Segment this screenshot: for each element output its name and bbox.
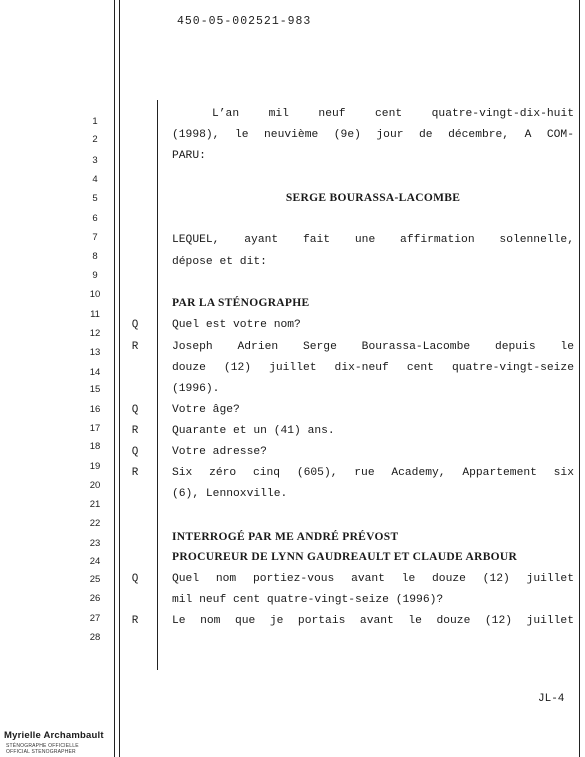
right-margin-rule (579, 0, 580, 757)
line-number: 27 (89, 613, 101, 624)
answer-text: Quarante et un (41) ans. (172, 425, 335, 437)
margin-rule (119, 0, 120, 757)
margin-rule (114, 0, 115, 757)
line-number: 13 (89, 347, 101, 358)
page-number: JL-4 (538, 693, 565, 705)
section-heading: PAR LA STÉNOGRAPHE (172, 297, 310, 309)
question-marker: Q (131, 404, 139, 416)
line-number: 18 (89, 441, 101, 452)
answer-marker: R (131, 341, 139, 353)
answer-text: Joseph Adrien Serge Bourassa-Lacombe depuis le (172, 341, 574, 353)
line-number: 25 (89, 574, 101, 585)
qr-divider-rule (157, 100, 158, 670)
line-number: 24 (89, 556, 101, 567)
line-number: 6 (92, 213, 98, 224)
question-text: Quel est votre nom? (172, 319, 301, 331)
question-marker: Q (131, 446, 139, 458)
line-number: 9 (92, 270, 98, 281)
question-marker: Q (131, 319, 139, 331)
question-text: mil neuf cent quatre-vingt-seize (1996)? (172, 594, 444, 606)
answer-marker: R (131, 467, 139, 479)
answer-text: douze (12) juillet dix-neuf cent quatre-vingt-seize (172, 362, 574, 374)
line-number: 21 (89, 499, 101, 510)
line-number: 28 (89, 632, 101, 643)
line-number: 12 (89, 328, 101, 339)
line-number: 26 (89, 593, 101, 604)
answer-text: Le nom que je portais avant le douze (12) juillet (172, 615, 574, 627)
line-number: 23 (89, 538, 101, 549)
line-number: 22 (89, 518, 101, 529)
question-text: Votre âge? (172, 404, 240, 416)
case-number: 450-05-002521-983 (177, 15, 312, 28)
transcript-line: L’an mil neuf cent quatre-vingt-dix-huit (212, 108, 574, 120)
line-number: 8 (92, 251, 98, 262)
transcript-line: PARU: (172, 150, 206, 162)
line-number: 2 (92, 134, 98, 145)
stenographer-stamp-title: STÉNOGRAPHE OFFICIELLE (6, 743, 79, 749)
line-number: 7 (92, 232, 98, 243)
line-number: 15 (89, 384, 101, 395)
line-number: 3 (92, 155, 98, 166)
stenographer-stamp-name: Myrielle Archambault (4, 730, 104, 741)
question-text: Votre adresse? (172, 446, 267, 458)
transcript-line: (1998), le neuvième (9e) jour de décembre, A COM- (172, 129, 574, 141)
answer-text: (1996). (172, 383, 220, 395)
line-number: 16 (89, 404, 101, 415)
line-number: 14 (89, 367, 101, 378)
transcript-line: dépose et dit: (172, 256, 267, 268)
line-number: 19 (89, 461, 101, 472)
answer-text: (6), Lennoxville. (172, 488, 288, 500)
stenographer-stamp-title-en: OFFICIAL STENOGRAPHER (6, 749, 76, 755)
line-number: 4 (92, 174, 98, 185)
line-number: 20 (89, 480, 101, 491)
question-marker: Q (131, 573, 139, 585)
transcript-line: LEQUEL, ayant fait une affirmation solennelle, (172, 234, 574, 246)
witness-name: SERGE BOURASSA-LACOMBE (285, 192, 461, 204)
line-number: 11 (90, 309, 100, 320)
line-number: 5 (92, 193, 98, 204)
section-heading: INTERROGÉ PAR ME ANDRÉ PRÉVOST (172, 531, 399, 543)
line-number: 10 (89, 289, 101, 300)
section-heading: PROCUREUR DE LYNN GAUDREAULT ET CLAUDE ARBOUR (172, 551, 518, 563)
line-number: 17 (89, 423, 101, 434)
answer-marker: R (131, 615, 139, 627)
answer-text: Six zéro cinq (605), rue Academy, Appartement six (172, 467, 574, 479)
line-number: 1 (92, 116, 98, 127)
answer-marker: R (131, 425, 139, 437)
question-text: Quel nom portiez-vous avant le douze (12) juillet (172, 573, 574, 585)
